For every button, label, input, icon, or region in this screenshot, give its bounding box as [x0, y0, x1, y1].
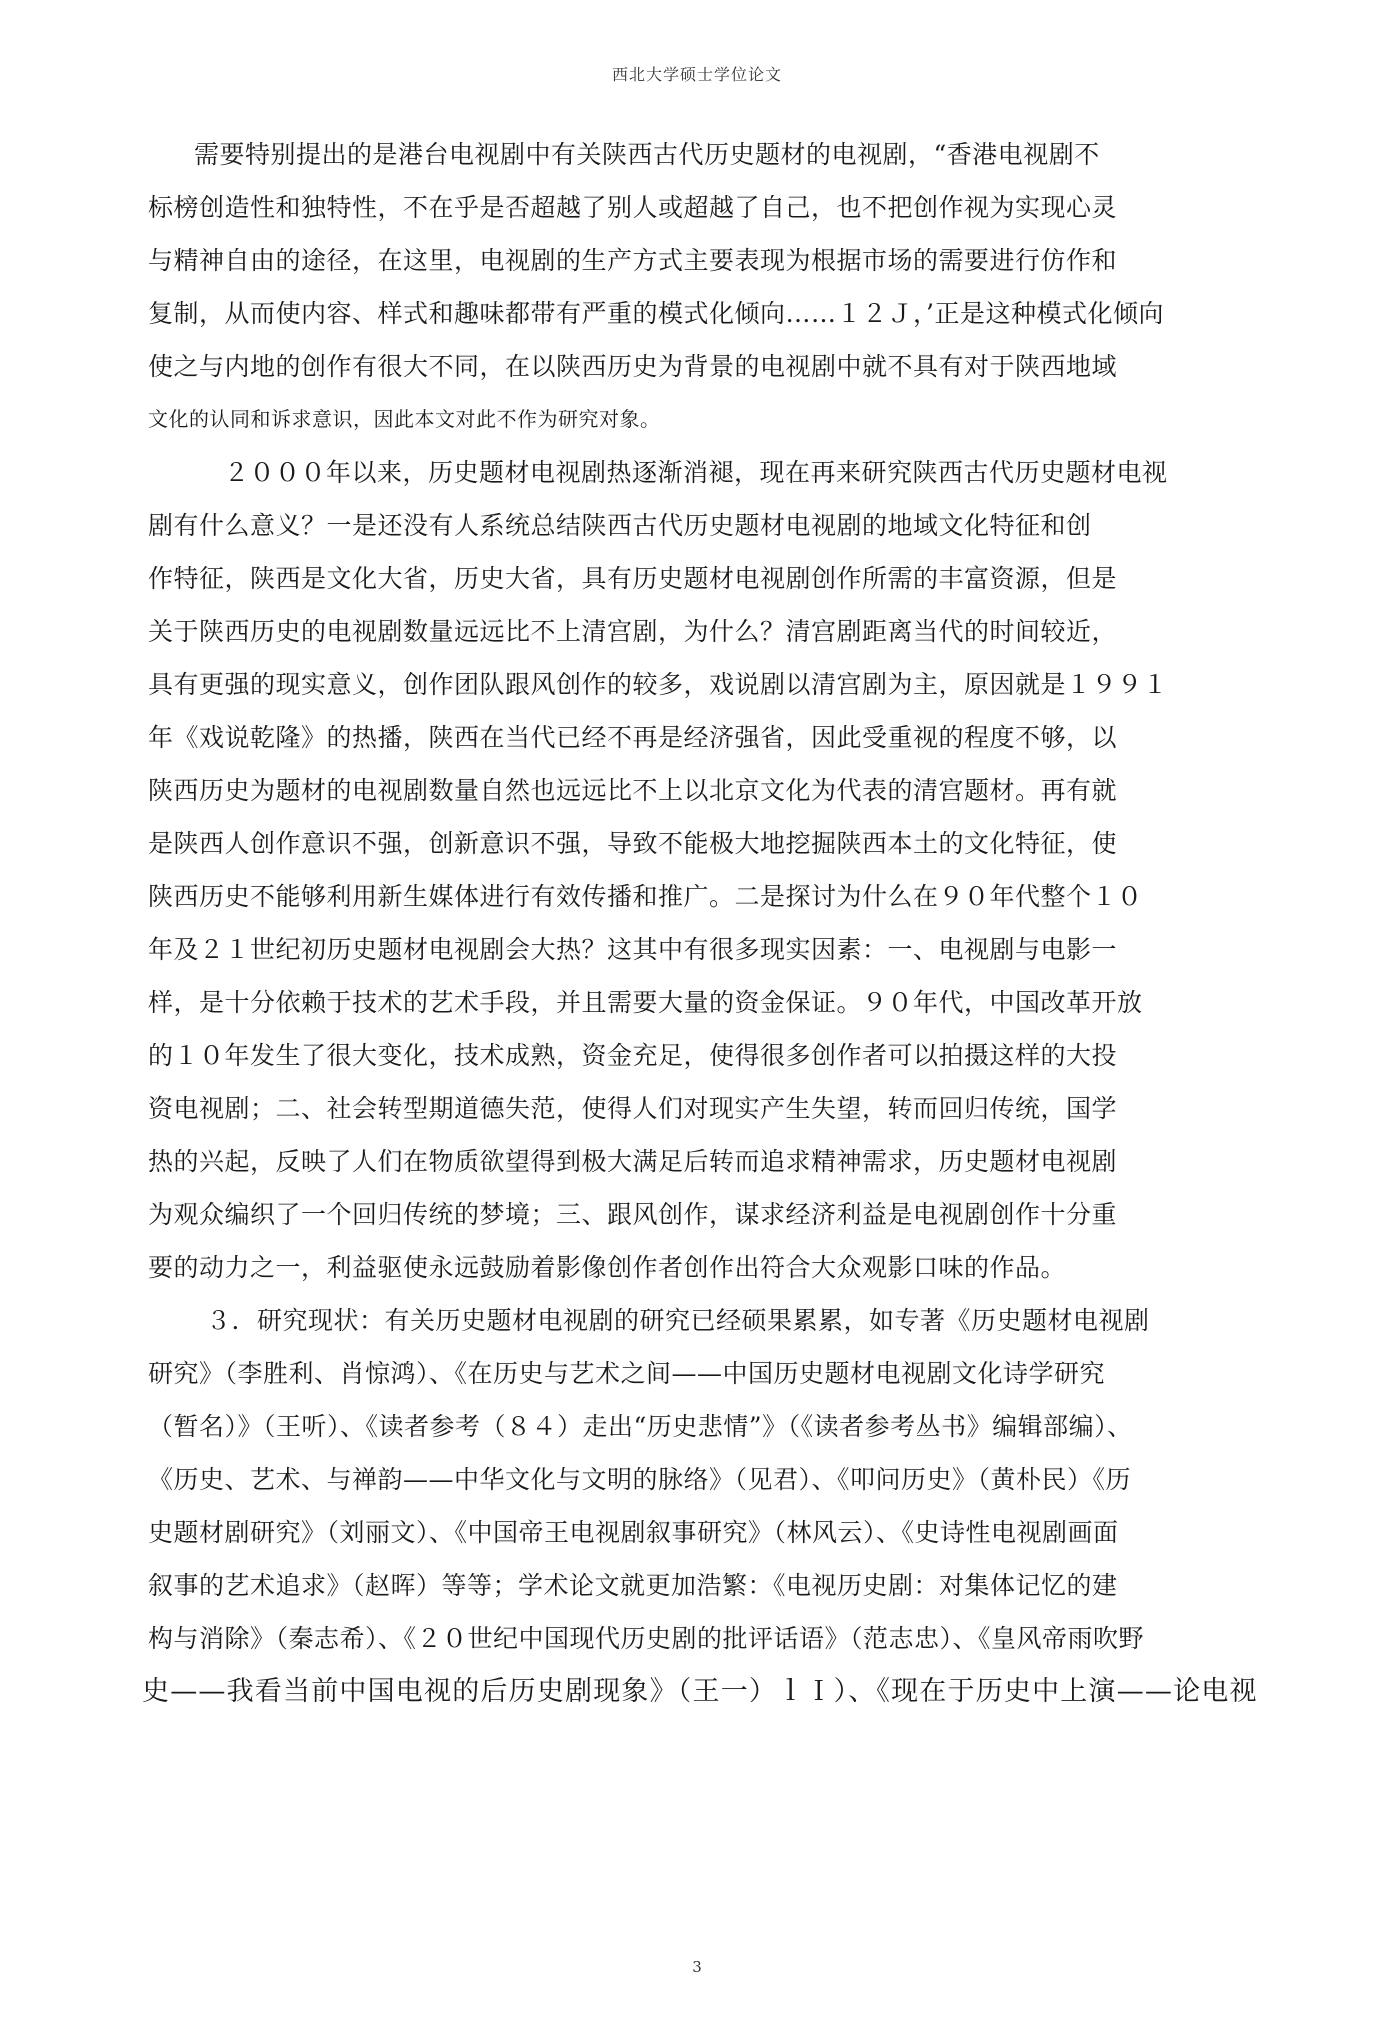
paragraph-line: 与精神自由的途径，在这里，电视剧的生产方式主要表现为根据市场的需要进行仿作和	[148, 246, 1118, 275]
running-header: 西北大学硕士学位论文	[611, 65, 782, 84]
page-number: 3	[692, 1958, 702, 1976]
paragraph-line: 史题材剧研究》（刘丽文）、《中国帝王电视剧叙事研究》（林风云）、《史诗性电视剧画面	[148, 1518, 1119, 1547]
paragraph-line: 的１０年发生了很大变化，技术成熟，资金充足，使得很多创作者可以拍摄这样的大投	[148, 1041, 1118, 1070]
paragraph-line: 标榜创造性和独特性，不在乎是否超越了别人或超越了自己，也不把创作视为实现心灵	[148, 193, 1118, 222]
paragraph-line: 具有更强的现实意义，创作团队跟风创作的较多，戏说剧以清宫剧为主，原因就是１９９１	[148, 670, 1169, 699]
paragraph-line: 要的动力之一，利益驱使永远鼓励着影像创作者创作出符合大众观影口味的作品。	[148, 1253, 1067, 1282]
paragraph-line: 陕西历史为题材的电视剧数量自然也远远比不上以北京文化为代表的清宫题材。再有就	[148, 776, 1118, 805]
paragraph-line: 文化的认同和诉求意识，因此本文对此不作为研究对象。	[148, 407, 661, 431]
paragraph-line: 是陕西人创作意识不强，创新意识不强，导致不能极大地挖掘陕西本土的文化特征，使	[148, 829, 1118, 858]
paragraph-line: ３．研究现状：有关历史题材电视剧的研究已经硕果累累，如专著《历史题材电视剧	[206, 1306, 1150, 1335]
paragraph-line: 使之与内地的创作有很大不同，在以陕西历史为背景的电视剧中就不具有对于陕西地域	[148, 352, 1118, 381]
paragraph-line: 资电视剧；二、社会转型期道德失范，使得人们对现实产生失望，转而回归传统，国学	[148, 1094, 1118, 1123]
paragraph-line: 构与消除》（秦志希）、《２０世纪中国现代历史剧的批评话语》（范志忠）、《皇风帝雨吹野	[148, 1624, 1145, 1653]
paragraph-line: 史——我看当前中国电视的后历史剧现象》（王一）ｌＩ）、《现在于历史中上演——论电视	[142, 1676, 1258, 1707]
paragraph-line: 《历史、艺术、与禅韵——中华文化与文明的脉络》（见君）、《叩问历史》（黄朴民）《历	[148, 1465, 1132, 1494]
body-text	[142, 128, 1368, 1718]
paragraph-line: 热的兴起，反映了人们在物质欲望得到极大满足后转而追求精神需求，历史题材电视剧	[148, 1147, 1118, 1176]
paragraph-line: 年《戏说乾隆》的热播，陕西在当代已经不再是经济强省，因此受重视的程度不够，以	[148, 723, 1118, 752]
paragraph-line: 年及２１世纪初历史题材电视剧会大热？这其中有很多现实因素：一、电视剧与电影一	[148, 935, 1118, 964]
paragraph-line: 需要特别提出的是港台电视剧中有关陕西古代历史题材的电视剧，“香港电视剧不	[194, 140, 1100, 169]
paragraph-line: 关于陕西历史的电视剧数量远远比不上清宫剧，为什么？清宫剧距离当代的时间较近，	[148, 617, 1118, 646]
paragraph-line: ２０００年以来，历史题材电视剧热逐渐消褪，现在再来研究陕西古代历史题材电视	[224, 458, 1168, 487]
paragraph-line: 研究》（李胜利、肖惊鸿）、《在历史与艺术之间——中国历史题材电视剧文化诗学研究	[148, 1359, 1106, 1388]
paragraph-line: 复制，从而使内容、样式和趣味都带有严重的模式化倾向……１２Ｊ，’正是这种模式化倾向	[148, 299, 1164, 328]
paragraph-line: 叙事的艺术追求》（赵晖）等等；学术论文就更加浩繁：《电视历史剧：对集体记忆的建	[148, 1571, 1118, 1600]
paragraph-line: 剧有什么意义？一是还没有人系统总结陕西古代历史题材电视剧的地域文化特征和创	[148, 511, 1092, 540]
paragraph-line: 陕西历史不能够利用新生媒体进行有效传播和推广。二是探讨为什么在９０年代整个１０	[148, 882, 1143, 911]
paragraph-line: （暂名）》（王听）、《读者参考（８４）走出“历史悲情”》（《读者参考丛书》编辑部编）、	[148, 1412, 1133, 1441]
paragraph-line: 为观众编织了一个回归传统的梦境；三、跟风创作，谋求经济利益是电视剧创作十分重	[148, 1200, 1118, 1229]
paragraph-line: 作特征，陕西是文化大省，历史大省，具有历史题材电视剧创作所需的丰富资源，但是	[148, 564, 1118, 593]
paragraph-line: 样，是十分依赖于技术的艺术手段，并且需要大量的资金保证。９０年代，中国改革开放	[148, 988, 1143, 1017]
